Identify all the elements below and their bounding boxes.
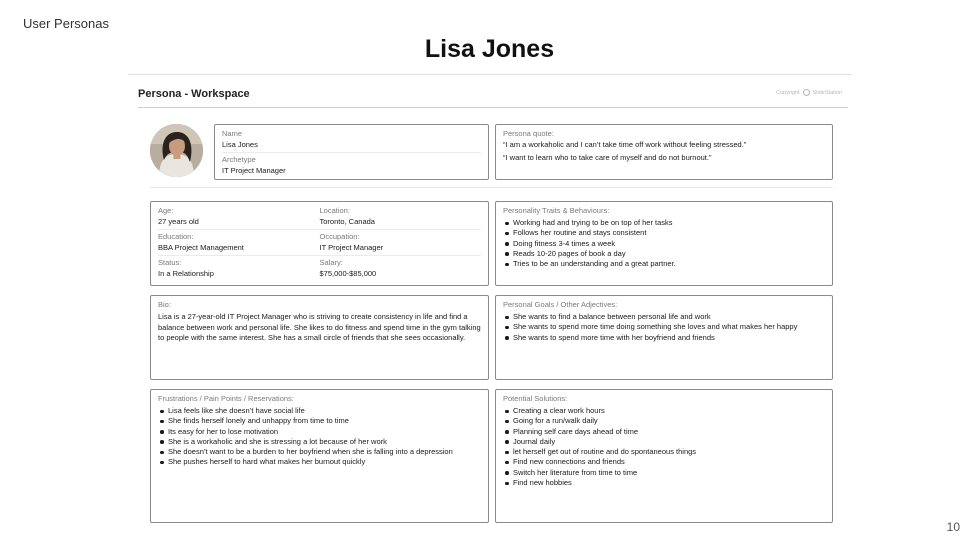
quote-line: “I am a workaholic and I can’t take time off work without feeling stressed.”	[503, 140, 747, 149]
page-number: 10	[946, 520, 960, 534]
portrait-image	[150, 124, 203, 177]
identity-card	[214, 124, 489, 180]
occupation-value: IT Project Manager	[319, 243, 384, 252]
list-item: She wants to find a balance between personal life and work	[503, 312, 825, 322]
brand-logo-icon	[803, 89, 810, 96]
row-divider	[158, 255, 481, 256]
page-title: Lisa Jones	[424, 35, 555, 63]
list-item: Follows her routine and stays consistent	[503, 228, 825, 238]
name-label: Name	[222, 129, 243, 138]
list-item: Planning self care days ahead of time	[503, 427, 825, 437]
salary-label: Salary:	[319, 258, 343, 267]
list-item: let herself get out of routine and do spontaneous things	[503, 447, 825, 457]
list-item: She wants to spend more time doing something she loves and what makes her happy	[503, 322, 825, 332]
frustrations-card	[150, 389, 489, 523]
frustrations-list	[158, 406, 481, 468]
bio-label: Bio:	[158, 300, 171, 309]
brand-name: SlideStation	[812, 89, 842, 96]
header-divider	[138, 107, 848, 108]
list-item: Creating a clear work hours	[503, 406, 825, 416]
archetype-label: Archetype	[222, 155, 256, 164]
list-item: She is a workaholic and she is stressing a lot because of her work	[158, 437, 481, 447]
avatar	[150, 124, 203, 177]
row-divider	[222, 152, 481, 153]
list-item: Journal daily	[503, 437, 825, 447]
name-value: Lisa Jones	[222, 140, 258, 149]
section-divider	[150, 187, 833, 188]
list-item: Reads 10-20 pages of book a day	[503, 249, 825, 259]
solutions-label: Potential Solutions:	[503, 394, 568, 403]
location-label: Location:	[319, 206, 350, 215]
row-divider	[158, 229, 481, 230]
demographics-card	[150, 201, 489, 286]
list-item: Lisa feels like she doesn’t have social life	[158, 406, 481, 416]
traits-label: Personality Traits & Behaviours:	[503, 206, 610, 215]
list-item: She finds herself lonely and unhappy from time to time	[158, 416, 481, 426]
status-value: In a Relationship	[158, 269, 214, 278]
persona-quote-label: Persona quote:	[503, 129, 554, 138]
solutions-list	[503, 406, 825, 488]
personality-traits-card	[495, 201, 833, 286]
slide-label: User Personas	[23, 16, 109, 31]
status-label: Status:	[158, 258, 182, 267]
quote-line: “I want to learn who to take care of myself and do not burnout.”	[503, 153, 712, 162]
persona-quote-card	[495, 124, 833, 180]
list-item: Going for a run/walk daily	[503, 416, 825, 426]
goals-label: Personal Goals / Other Adjectives:	[503, 300, 618, 309]
bio-text: Lisa is a 27-year-old IT Project Manager who is striving to create consistency in life and find a balance between work and personal life. She likes to do fitness and spend time in the gym talking to people with the same interest. She has a small circle of friends that she sees occasionally.	[158, 312, 481, 342]
workspace-header: Persona - Workspace	[138, 88, 250, 100]
list-item: Find new hobbies	[503, 478, 825, 488]
occupation-label: Occupation:	[319, 232, 360, 241]
potential-solutions-card	[495, 389, 833, 523]
list-item: Tries to be an understanding and a great partner.	[503, 259, 825, 269]
list-item: She doesn’t want to be a burden to her boyfriend when she is falling into a depression	[158, 447, 481, 457]
bio-card	[150, 295, 489, 380]
list-item: Doing fitness 3-4 times a week	[503, 239, 825, 249]
copyright-note	[776, 89, 842, 96]
goals-list	[503, 312, 825, 343]
list-item: Working had and trying to be on top of her tasks	[503, 218, 825, 228]
list-item: She pushes herself to hard what makes her burnout quickly	[158, 457, 481, 467]
education-label: Education:	[158, 232, 194, 241]
list-item: Its easy for her to lose motivation	[158, 427, 481, 437]
frustrations-label: Frustrations / Pain Points / Reservations:	[158, 394, 294, 403]
list-item: She wants to spend more time with her boyfriend and friends	[503, 333, 825, 343]
education-value: BBA Project Management	[158, 243, 244, 252]
personal-goals-card	[495, 295, 833, 380]
salary-value: $75,000-$85,000	[319, 269, 377, 278]
list-item: Switch her literature from time to time	[503, 468, 825, 478]
age-value: 27 years old	[158, 217, 199, 226]
copyright-text: Copyright	[776, 89, 800, 96]
list-item: Find new connections and friends	[503, 457, 825, 467]
age-label: Age:	[158, 206, 174, 215]
location-value: Toronto, Canada	[319, 217, 375, 226]
archetype-value: IT Project Manager	[222, 166, 286, 175]
traits-list	[503, 218, 825, 269]
